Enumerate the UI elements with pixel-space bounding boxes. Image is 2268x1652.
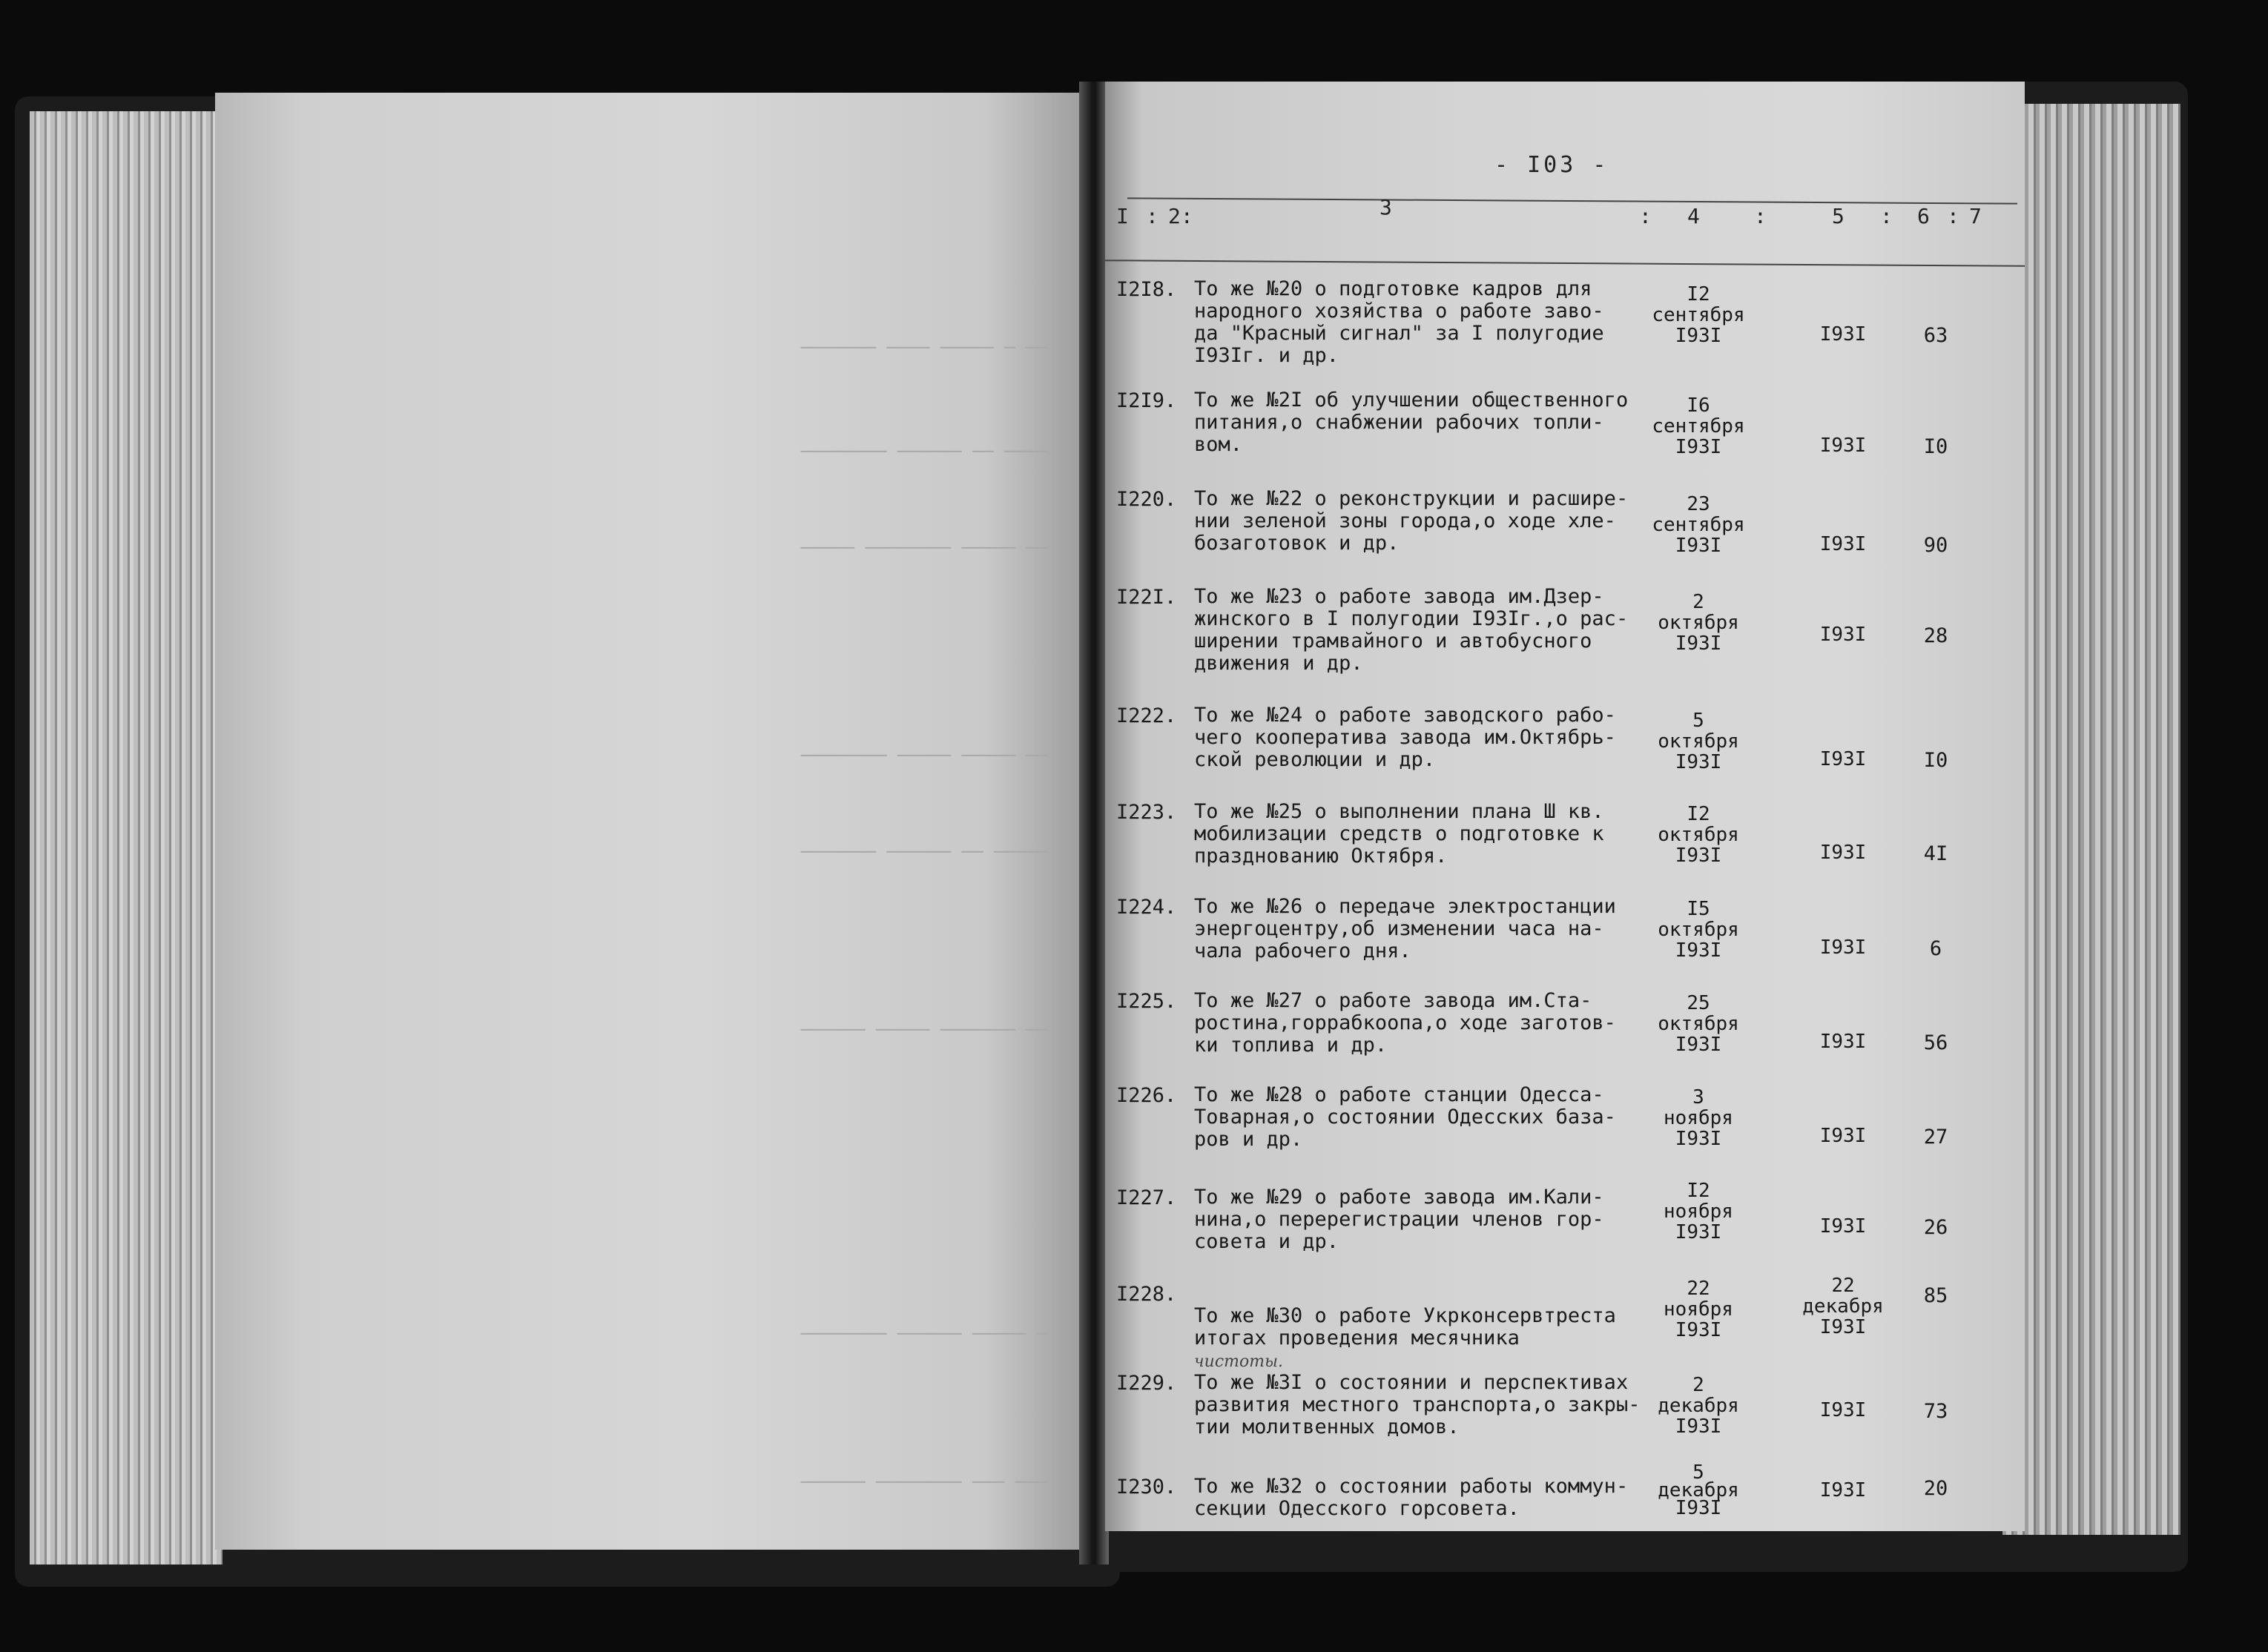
column-header-1: I <box>1116 204 1129 228</box>
entry-year-col5: I93I <box>1819 533 1867 555</box>
entry-year-col5: I93I <box>1819 435 1867 457</box>
entry-sheets: 28 <box>1923 624 1948 647</box>
column-header-3: 3 <box>1379 195 1392 219</box>
entry-description: То же №23 о работе завода им.Дзер- жинского в I полугодии I93Iг.,о рас- ширении трамвайного и автобусного движения и др. <box>1194 585 1629 675</box>
entry-date <box>1635 592 1761 654</box>
bleed-through-text: ─────── ────── ── ───── <box>801 842 1048 862</box>
date-day: I2 <box>1687 1180 1710 1202</box>
date-month: декабря <box>1802 1295 1884 1318</box>
register-row <box>1105 990 2025 1079</box>
date-day: I2 <box>1687 283 1710 305</box>
date-month: сентября <box>1652 304 1745 326</box>
bleed-through-text: ──────── ────── ───── ─ <box>801 1324 1048 1344</box>
date-day: 2 <box>1692 1374 1704 1396</box>
entry-date <box>1635 1087 1761 1149</box>
column-header-2: 2: <box>1168 204 1193 228</box>
entry-number: I230. <box>1116 1476 1177 1499</box>
bleed-through-text: ─────── ──── ───── ─ ── <box>801 337 1048 358</box>
entry-description: То же №27 о работе завода им.Ста- ростина,горрабкоопа,о ходе заготов- ки топлива и др. <box>1194 989 1616 1057</box>
entry-sheets: 85 <box>1923 1284 1948 1307</box>
entry-sheets: 27 <box>1923 1126 1948 1149</box>
page-edges-right <box>2002 104 2180 1535</box>
date-year: I93I <box>1675 939 1722 962</box>
register-row <box>1105 389 2025 478</box>
entry-description: То же №29 о работе завода им.Кали- нина,о перерегистрации членов гор- совета и др. <box>1194 1186 1604 1253</box>
date-year: I93I <box>1675 632 1722 655</box>
entry-description: То же №2I об улучшении общественного питания,о снабжении рабочих топли- вом. <box>1194 389 1629 456</box>
entry-description <box>1194 1283 1669 1373</box>
date-day: 5 <box>1692 1461 1704 1484</box>
entry-number: I222. <box>1116 704 1177 727</box>
entry-date <box>1635 395 1761 457</box>
date-month: сентября <box>1652 415 1745 437</box>
date-year: I93I <box>1675 845 1722 867</box>
date-month: ноября <box>1664 1107 1733 1129</box>
register-row <box>1105 1180 2025 1275</box>
date-year: I93I <box>1675 1319 1722 1341</box>
entry-year-col5: I93I <box>1819 842 1867 864</box>
entry-description: То же №26 о передаче электростанции энергоцентру,об изменении часа на- чала рабочего дня. <box>1194 895 1616 962</box>
column-header-4: 4 <box>1687 204 1700 228</box>
entry-sheets: 73 <box>1923 1400 1948 1423</box>
entry-number: I22I. <box>1116 586 1177 609</box>
entry-description: То же №20 о подготовке кадров для народного хозяйства о работе заво- да "Красный сигнал" за I полугодие I93Iг. и др. <box>1194 277 1604 367</box>
register-row <box>1105 1372 2025 1461</box>
entry-description-text: То же №30 о работе Укрконсервтреста итогах проведения месячника <box>1194 1304 1616 1349</box>
register-row <box>1105 1275 2025 1372</box>
entry-year-col5: I93I <box>1819 1125 1867 1147</box>
entry-number: I220. <box>1116 488 1177 511</box>
date-month: октября <box>1658 612 1739 634</box>
date-year: I93I <box>1675 1221 1722 1243</box>
bleed-through-text: ──────── ───── ───── ── <box>801 745 1048 766</box>
entry-number: I225. <box>1116 990 1177 1013</box>
entry-sheets: 90 <box>1923 534 1948 557</box>
date-day: I6 <box>1687 394 1710 417</box>
entry-date <box>1635 993 1761 1055</box>
entry-number: I2I8. <box>1116 278 1177 301</box>
entry-date <box>1635 1278 1761 1341</box>
entry-year-col5: I93I <box>1819 1031 1867 1053</box>
bleed-through-text: ────── ──────── ─── ─── <box>801 1472 1048 1493</box>
date-month: октября <box>1658 730 1739 753</box>
date-day: 5 <box>1692 710 1704 732</box>
entry-date <box>1635 284 1761 346</box>
entry-date-col5 <box>1791 1275 1895 1338</box>
column-separator: : <box>1754 204 1767 228</box>
entry-year-col5: I93I <box>1819 323 1867 346</box>
date-year: I93I <box>1675 436 1722 458</box>
column-separator: : <box>1639 204 1652 228</box>
left-page-blank <box>215 93 1090 1550</box>
entry-number: I223. <box>1116 801 1177 824</box>
entry-sheets: 6 <box>1929 937 1942 960</box>
register-row <box>1105 488 2025 577</box>
entry-sheets: 56 <box>1923 1031 1948 1054</box>
entry-date <box>1635 494 1761 556</box>
entry-number: I228. <box>1116 1283 1177 1306</box>
entry-description: То же №24 о работе заводского рабо- чего кооператива завода им.Октябрь- ской революции и др. <box>1194 704 1616 771</box>
date-month: октября <box>1658 1013 1739 1035</box>
entry-date <box>1635 1180 1761 1243</box>
entry-date <box>1635 899 1761 961</box>
date-month: декабря <box>1658 1395 1739 1417</box>
date-year: I93I <box>1675 1128 1722 1150</box>
entry-year-col5: I93I <box>1819 1399 1867 1421</box>
date-day: 22 <box>1831 1275 1855 1297</box>
date-month: декабря <box>1658 1479 1739 1501</box>
entry-description: То же №25 о выполнении плана Ш кв. мобилизации средств о подготовке к празднованию Октября. <box>1194 800 1604 868</box>
entry-sheets: 26 <box>1923 1216 1948 1239</box>
bleed-through-text: ────── ───── ─────── ── <box>801 1020 1048 1040</box>
entry-number: I2I9. <box>1116 389 1177 412</box>
date-day: I5 <box>1687 898 1710 920</box>
register-row <box>1105 801 2025 890</box>
entry-date <box>1635 710 1761 773</box>
column-separator: : <box>1880 204 1893 228</box>
entry-sheets: 4I <box>1923 842 1948 865</box>
date-year: I93I <box>1675 1034 1722 1056</box>
date-day: 23 <box>1687 493 1710 515</box>
register-row <box>1105 896 2025 985</box>
register-row <box>1105 278 2025 367</box>
date-day: 22 <box>1687 1278 1710 1300</box>
register-row <box>1105 704 2025 793</box>
entry-number: I229. <box>1116 1372 1177 1395</box>
entry-year-col5: I93I <box>1819 936 1867 959</box>
entry-sheets: I0 <box>1923 435 1948 458</box>
entry-description: То же №32 о состоянии работы коммун- секции Одесского горсовета. <box>1194 1475 1629 1520</box>
date-year: I93I <box>1675 1415 1722 1438</box>
register-row <box>1105 586 2025 675</box>
column-header-6: 6 <box>1917 204 1930 228</box>
entry-description: То же №22 о реконструкции и расшире- нии зеленой зоны города,о ходе хле- бозаготовок и др. <box>1194 487 1629 555</box>
column-separator: : <box>1146 204 1158 228</box>
date-year: I93I <box>1819 1316 1867 1338</box>
entry-sheets: 63 <box>1923 324 1948 347</box>
column-header-5: 5 <box>1832 204 1845 228</box>
date-month: ноября <box>1664 1200 1733 1223</box>
date-year: I93I <box>1675 1497 1722 1519</box>
handwritten-note: чистоты. <box>1194 1352 1284 1371</box>
entry-year-col5: I93I <box>1819 1479 1867 1501</box>
entry-description: То же №3I о состоянии и перспективах развития местного транспорта,о закры- тии молитвенных домов. <box>1194 1371 1641 1438</box>
bleed-through-text: ───── ──────── ───── ── <box>801 538 1048 558</box>
entry-date <box>1635 804 1761 866</box>
column-separator: : <box>1947 204 1959 228</box>
date-day: I2 <box>1687 803 1710 825</box>
date-month: октября <box>1658 919 1739 941</box>
entry-year-col5: I93I <box>1819 624 1867 646</box>
entry-number: I224. <box>1116 896 1177 919</box>
page-number: - I03 - <box>1494 152 1609 178</box>
entry-date <box>1635 1375 1761 1437</box>
entry-description: То же №28 о работе станции Одесса- Товарная,о состоянии Одесских база- ров и др. <box>1194 1083 1616 1151</box>
date-day: 2 <box>1692 591 1704 613</box>
entry-sheets: 20 <box>1923 1477 1948 1500</box>
date-month: ноября <box>1664 1298 1733 1321</box>
date-day: 3 <box>1692 1086 1704 1109</box>
date-month: сентября <box>1652 514 1745 536</box>
entry-year-col5: I93I <box>1819 1215 1867 1238</box>
register-row <box>1105 1084 2025 1173</box>
register-row <box>1105 1461 2025 1565</box>
page-edges-left <box>30 111 222 1565</box>
entry-year-col5: I93I <box>1819 748 1867 770</box>
book-gutter <box>1079 82 1109 1565</box>
entry-sheets: I0 <box>1923 749 1948 772</box>
column-header-7: 7 <box>1969 204 1982 228</box>
date-year: I93I <box>1675 751 1722 773</box>
date-day: 25 <box>1687 992 1710 1014</box>
entry-date <box>1635 1461 1761 1519</box>
date-year: I93I <box>1675 325 1722 347</box>
entry-number: I226. <box>1116 1084 1177 1107</box>
right-page <box>1105 82 2025 1531</box>
entry-number: I227. <box>1116 1186 1177 1209</box>
date-month: октября <box>1658 824 1739 846</box>
date-year: I93I <box>1675 535 1722 557</box>
bleed-through-text: ──────── ────── ── ──── <box>801 441 1048 462</box>
